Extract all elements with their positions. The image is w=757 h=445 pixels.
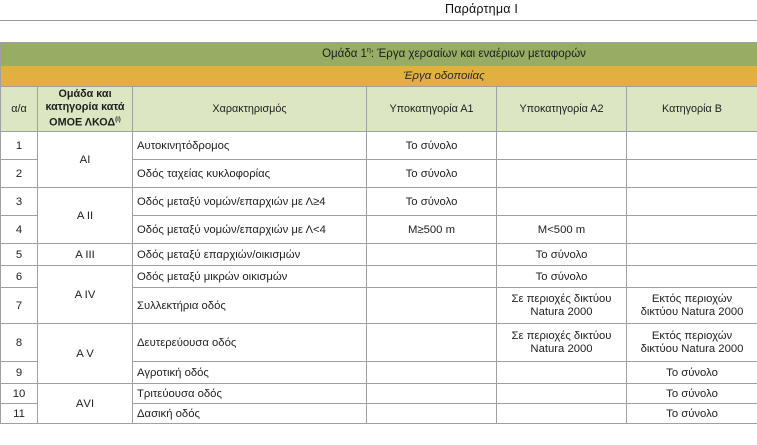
row-description: Συλλεκτήρια οδός [133, 288, 367, 324]
group-title-sup: η [366, 47, 371, 55]
subgroup-title-text: Έργα οδοποιίας [403, 70, 485, 82]
header-category [38, 87, 133, 132]
row-b [627, 216, 757, 244]
row-b-line1: Εκτός περιοχών [651, 329, 733, 342]
row-a1 [367, 244, 497, 266]
header-category-line3: ΟΜΟΕ ΛΚΟΔ [49, 116, 116, 129]
row-a2 [497, 132, 627, 160]
row-num: 8 [1, 324, 38, 362]
row-num: 6 [1, 266, 38, 288]
header-a2: Υποκατηγορία Α2 [497, 87, 627, 132]
header-description: Χαρακτηρισμός [133, 87, 367, 132]
table-row [1, 188, 757, 216]
category-cell: ΑVΙ [38, 384, 133, 424]
header-category-line1: Ομάδα και [58, 88, 112, 101]
row-a2-line1: Σε περιοχές δικτύου [511, 292, 612, 305]
row-b: Το σύνολο [627, 404, 757, 424]
header-category-line2: κατηγορία κατά [45, 101, 125, 114]
row-a2 [497, 384, 627, 404]
row-a1 [367, 288, 497, 324]
row-description: Αυτοκινητόδρομος [133, 132, 367, 160]
table-row [1, 384, 757, 404]
row-a2: Το σύνολο [497, 244, 627, 266]
header-a1: Υποκατηγορία Α1 [367, 87, 497, 132]
row-a1 [367, 404, 497, 424]
row-a1: Το σύνολο [367, 160, 497, 188]
row-num: 2 [1, 160, 38, 188]
row-b [627, 132, 757, 160]
row-b [627, 244, 757, 266]
row-a2 [497, 362, 627, 384]
row-description: Δασική οδός [133, 404, 367, 424]
group-title [1, 43, 757, 66]
row-b [627, 324, 757, 362]
annex-title: Παράρτημα Ι [445, 2, 518, 16]
row-b-line2: δικτύου Natura 2000 [640, 305, 744, 318]
row-a2 [497, 160, 627, 188]
row-b: Το σύνολο [627, 384, 757, 404]
row-b [627, 266, 757, 288]
row-description: Δευτερεύουσα οδός [133, 324, 367, 362]
row-description: Οδός μεταξύ επαρχιών/οικισμών [133, 244, 367, 266]
category-cell: Α ΙΙ [38, 188, 133, 244]
row-a1: Το σύνολο [367, 132, 497, 160]
row-b [627, 160, 757, 188]
row-a2 [497, 288, 627, 324]
row-a2 [497, 324, 627, 362]
table-row [1, 132, 757, 160]
row-num: 4 [1, 216, 38, 244]
row-a1 [367, 324, 497, 362]
row-num: 3 [1, 188, 38, 216]
row-a1: Μ≥500 m [367, 216, 497, 244]
row-description: Αγροτική οδός [133, 362, 367, 384]
row-a2 [497, 404, 627, 424]
row-a2-line2: Natura 2000 [530, 305, 593, 318]
row-description: Οδός μεταξύ νομών/επαρχιών με Λ≥4 [133, 188, 367, 216]
row-a2-line1: Σε περιοχές δικτύου [511, 329, 612, 342]
group-title-row [1, 43, 757, 66]
header-b: Κατηγορία Β [627, 87, 757, 132]
row-num: 10 [1, 384, 38, 404]
header-row [1, 87, 757, 132]
footnote-marker: (i) [115, 117, 121, 124]
row-b: Το σύνολο [627, 362, 757, 384]
row-description: Οδός ταχείας κυκλοφορίας [133, 160, 367, 188]
row-b [627, 188, 757, 216]
row-num: 11 [1, 404, 38, 424]
row-num: 1 [1, 132, 38, 160]
table-row [1, 266, 757, 288]
header-num: α/α [1, 87, 38, 132]
row-a1: Το σύνολο [367, 188, 497, 216]
annex-table [0, 42, 757, 424]
group-title-prefix: Ομάδα 1 [322, 48, 367, 61]
row-num: 9 [1, 362, 38, 384]
subgroup-title [1, 66, 757, 87]
page-header [0, 0, 757, 21]
row-a2-line2: Natura 2000 [530, 342, 593, 355]
row-num: 5 [1, 244, 38, 266]
group-title-suffix: : Έργα χερσαίων και εναέριων μεταφορών [370, 48, 586, 61]
category-cell: ΑΙ [38, 132, 133, 188]
row-description: Οδός μεταξύ μικρών οικισμών [133, 266, 367, 288]
row-num: 7 [1, 288, 38, 324]
category-cell: Α ΙV [38, 266, 133, 324]
row-b-line2: δικτύου Natura 2000 [640, 342, 744, 355]
row-a1 [367, 362, 497, 384]
row-b [627, 288, 757, 324]
table-row [1, 324, 757, 362]
subgroup-title-row [1, 66, 757, 87]
row-description: Τριτεύουσα οδός [133, 384, 367, 404]
row-a2 [497, 188, 627, 216]
row-b-line1: Εκτός περιοχών [651, 292, 733, 305]
row-a1 [367, 384, 497, 404]
row-a2: Μ<500 m [497, 216, 627, 244]
category-cell: Α V [38, 324, 133, 384]
table-row [1, 244, 757, 266]
row-a2: Το σύνολο [497, 266, 627, 288]
row-description: Οδός μεταξύ νομών/επαρχιών με Λ<4 [133, 216, 367, 244]
row-a1 [367, 266, 497, 288]
category-cell: Α ΙΙΙ [38, 244, 133, 266]
